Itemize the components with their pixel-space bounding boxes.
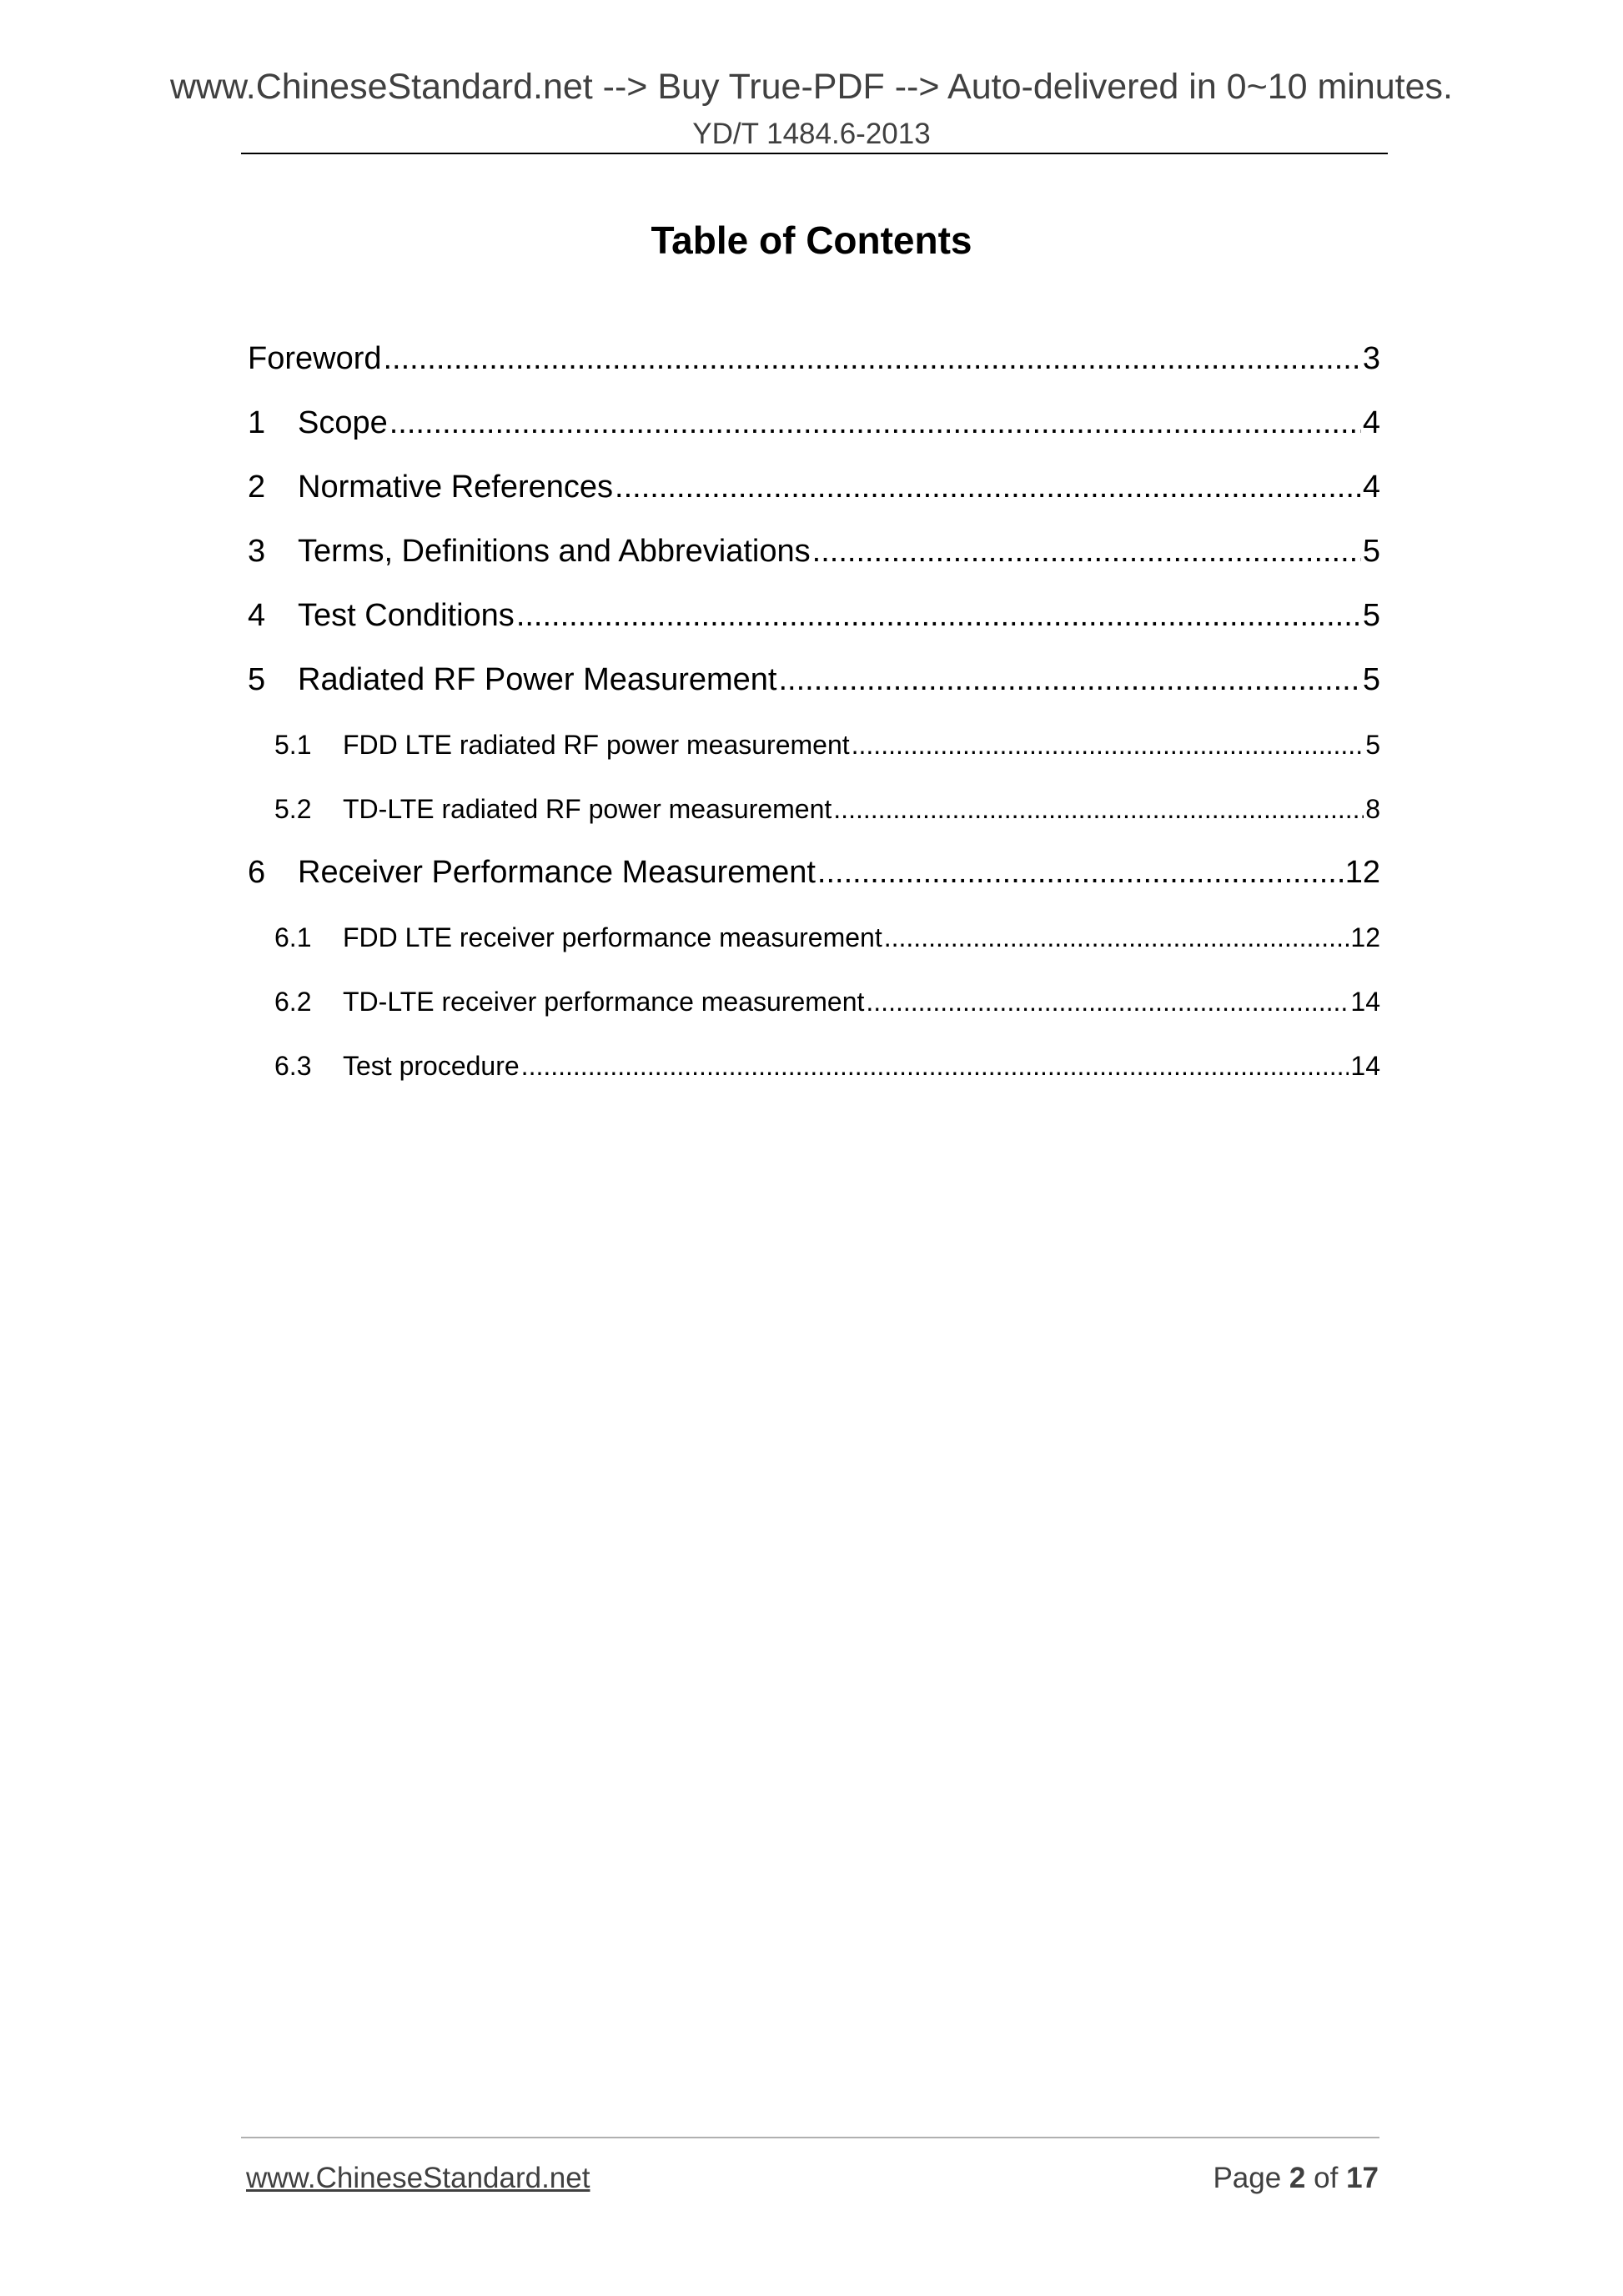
toc-page-number: 12 [1344,855,1380,890]
toc-dot-leader [833,791,1364,826]
header-banner: www.ChineseStandard.net --> Buy True-PDF --> Auto-delivered in 0~10 minutes. [169,67,1453,107]
toc-entry-fdd-lte-receiver[interactable] [248,920,1380,955]
toc-dot-leader [384,339,1361,379]
toc-page-number: 14 [1350,1051,1380,1081]
toc-dot-leader [389,403,1361,443]
toc-entry-normative-references[interactable] [248,467,1380,507]
toc-entry-label: Foreword [248,341,382,376]
toc-section-number: 2 [248,470,266,505]
toc-dot-leader [884,920,1349,955]
toc-section-number: 6.3 [274,1051,312,1081]
footer-page-prefix: Page [1213,2162,1282,2194]
footer-website-link[interactable]: www.ChineseStandard.net [246,2162,590,2194]
toc-entry-label: TD-LTE receiver performance measurement [343,987,865,1017]
toc-page-number: 4 [1362,470,1380,505]
toc-entry-label: Receiver Performance Measurement [298,855,816,890]
toc-page-number: 3 [1362,341,1380,376]
toc-dot-leader [516,595,1361,636]
toc-page-number: 12 [1350,922,1380,952]
toc-entry-label: FDD LTE radiated RF power measurement [343,730,850,760]
toc-dot-leader [778,660,1360,700]
toc-entry-td-lte-radiated[interactable] [248,791,1380,826]
toc-entry-label: Terms, Definitions and Abbreviations [298,534,811,569]
toc-page-number: 5 [1362,598,1380,633]
toc-section-number: 1 [248,405,266,440]
toc-dot-leader [615,467,1361,507]
toc-entry-label: Test Conditions [298,598,515,633]
toc-page-number: 4 [1362,405,1380,440]
toc-section-number: 5 [248,662,266,697]
toc-entry-radiated-rf-power[interactable] [248,660,1380,700]
toc-section-number: 5.1 [274,730,312,760]
toc-dot-leader [812,531,1361,571]
toc-entry-scope[interactable] [248,403,1380,443]
toc-dot-leader [521,1048,1349,1083]
toc-section-number: 6.2 [274,987,312,1017]
toc-entry-label: TD-LTE radiated RF power measurement [343,794,832,824]
toc-entry-label: Test procedure [343,1051,520,1081]
toc-dot-leader [866,984,1349,1019]
toc-entry-td-lte-receiver[interactable] [248,984,1380,1019]
document-code: YD/T 1484.6-2013 [692,118,931,150]
toc-page-number: 5 [1362,662,1380,697]
toc-entry-label: Normative References [298,470,614,505]
footer-divider [241,2137,1379,2138]
toc-entry-label: FDD LTE receiver performance measurement [343,922,882,952]
toc-page-number: 5 [1365,730,1380,760]
toc-entry-test-procedure[interactable] [248,1048,1380,1083]
toc-section-number: 6 [248,855,266,890]
toc-entry-label: Radiated RF Power Measurement [298,662,777,697]
toc-entry-label: Scope [298,405,388,440]
toc-section-number: 3 [248,534,266,569]
toc-title: Table of Contents [651,219,972,262]
footer-page-sep: of [1314,2162,1339,2194]
toc-entry-terms-definitions[interactable] [248,531,1380,571]
toc-entry-receiver-performance[interactable] [248,852,1380,892]
toc-entry-fdd-lte-radiated[interactable] [248,727,1380,762]
toc-section-number: 4 [248,598,266,633]
header-divider [241,153,1388,154]
footer-page-counter [1213,2160,1379,2197]
footer-page-current: 2 [1289,2162,1306,2194]
toc-dot-leader [852,727,1364,762]
toc-page-number: 8 [1365,794,1380,824]
footer-page-total: 17 [1346,2162,1379,2194]
toc-section-number: 5.2 [274,794,312,824]
toc-page-number: 5 [1362,534,1380,569]
toc-dot-leader [817,852,1344,892]
toc-page-number: 14 [1350,987,1380,1017]
toc-entry-foreword[interactable] [248,339,1380,379]
toc-entry-test-conditions[interactable] [248,595,1380,636]
toc-section-number: 6.1 [274,922,312,952]
